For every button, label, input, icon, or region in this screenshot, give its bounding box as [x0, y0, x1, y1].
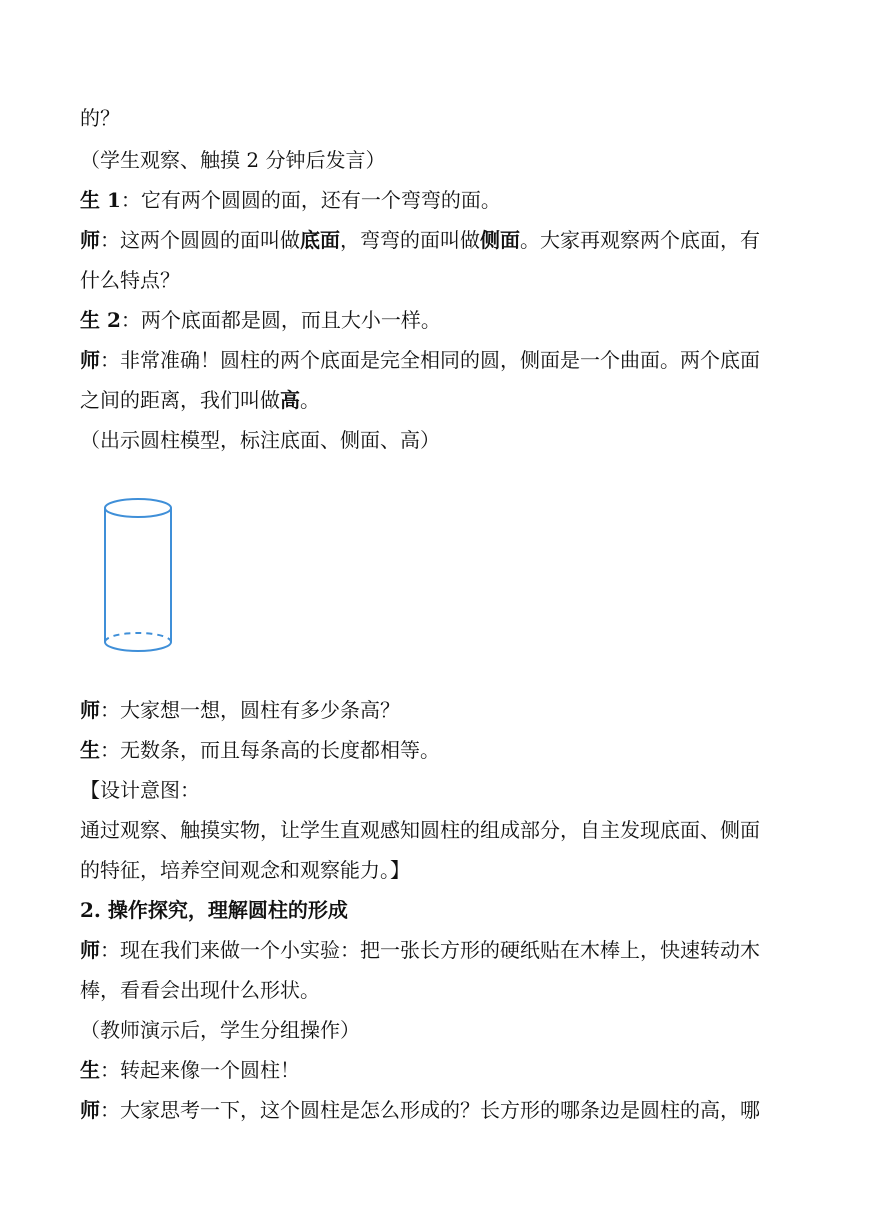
- term-height: 高: [280, 388, 300, 412]
- dialogue-line: 生：转起来像一个圆柱！: [80, 1058, 300, 1082]
- term-side-face: 侧面: [480, 228, 520, 252]
- dialogue-line: 师：大家想一想，圆柱有多少条高？: [80, 698, 400, 722]
- section-heading: 2. 操作探究，理解圆柱的形成: [80, 898, 348, 922]
- speaker-label: 生: [80, 1058, 100, 1082]
- dialogue-line: 师：这两个圆圆的面叫做底面，弯弯的面叫做侧面。大家再观察两个底面，有: [80, 228, 760, 252]
- speaker-label: 师: [80, 938, 100, 962]
- dialogue-line: 生：无数条，而且每条高的长度都相等。: [80, 738, 440, 762]
- stage-direction: （教师演示后，学生分组操作）: [80, 1018, 360, 1042]
- speaker-label: 师: [80, 698, 100, 722]
- text-line: 什么特点？: [80, 268, 180, 292]
- cylinder-figure: [92, 494, 184, 662]
- speaker-label: 师: [80, 228, 100, 252]
- dialogue-line: 生 1：它有两个圆圆的面，还有一个弯弯的面。: [80, 188, 501, 212]
- text-line: 棒，看看会出现什么形状。: [80, 978, 320, 1002]
- dialogue-line: 师：非常准确！圆柱的两个底面是完全相同的圆，侧面是一个曲面。两个底面: [80, 348, 760, 372]
- text-line: 的特征，培养空间观念和观察能力。】: [80, 858, 410, 882]
- dialogue-line: 生 2：两个底面都是圆，而且大小一样。: [80, 308, 441, 332]
- dialogue-line: 师：大家思考一下，这个圆柱是怎么形成的？长方形的哪条边是圆柱的高，哪: [80, 1098, 760, 1122]
- speaker-label: 师: [80, 1098, 100, 1122]
- stage-direction: （学生观察、触摸 2 分钟后发言）: [80, 148, 386, 172]
- cylinder-icon: [92, 494, 184, 662]
- speaker-label: 师: [80, 348, 100, 372]
- speaker-label: 生 1: [80, 188, 121, 212]
- term-bottom-face: 底面: [300, 228, 340, 252]
- text-line: 的？: [80, 106, 120, 130]
- text-line: 通过观察、触摸实物，让学生直观感知圆柱的组成部分，自主发现底面、侧面: [80, 818, 760, 842]
- text-line: 之间的距离，我们叫做高。: [80, 388, 320, 412]
- stage-direction: （出示圆柱模型，标注底面、侧面、高）: [80, 428, 440, 452]
- dialogue-line: 师：现在我们来做一个小实验：把一张长方形的硬纸贴在木棒上，快速转动木: [80, 938, 760, 962]
- design-intent-label: 【设计意图：: [80, 778, 200, 802]
- speaker-label: 生: [80, 738, 100, 762]
- speaker-label: 生 2: [80, 308, 121, 332]
